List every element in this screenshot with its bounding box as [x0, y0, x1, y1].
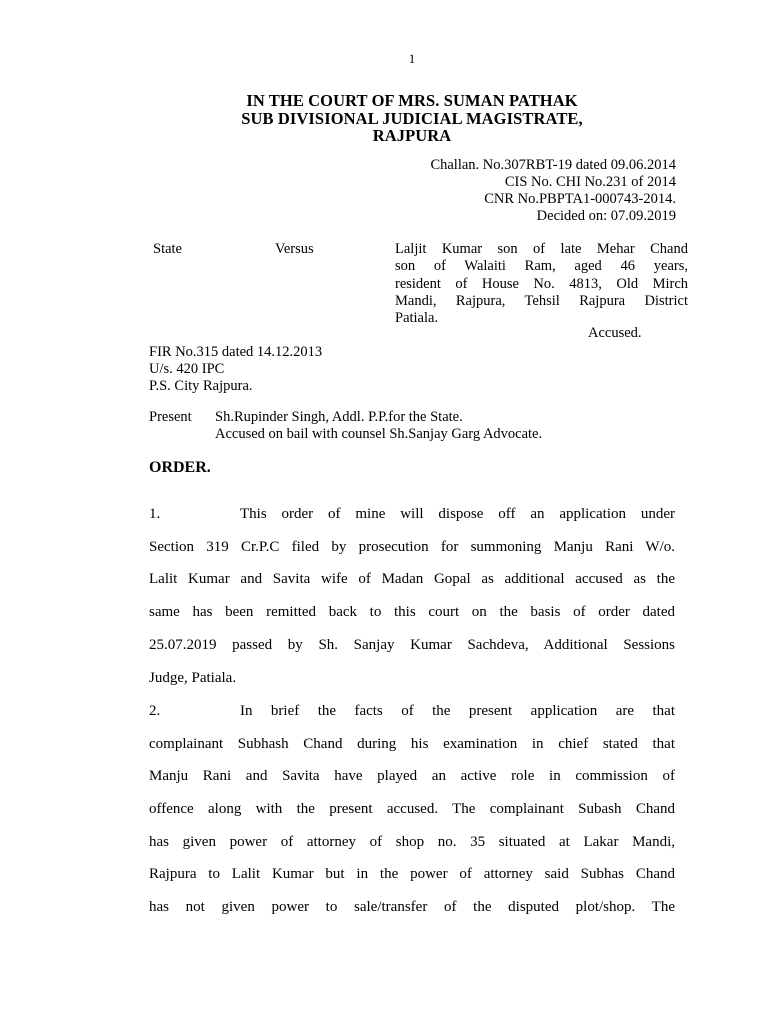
paragraph-line: Judge, Patiala. — [149, 670, 237, 686]
present-accused-counsel: Accused on bail with counsel Sh.Sanjay Garg Advocate. — [215, 426, 543, 442]
court-heading-line-1: IN THE COURT OF MRS. SUMAN PATHAK — [246, 91, 578, 110]
cnr-number: CNR No.PBPTA1-000743-2014. — [484, 191, 676, 207]
order-title: ORDER. — [149, 459, 211, 476]
police-station: P.S. City Rajpura. — [149, 378, 253, 394]
case-meta-block — [430, 157, 676, 225]
paragraph-line: complainant Subhash Chand during his examination in chief stated that — [149, 736, 675, 752]
decided-date: Decided on: 07.09.2019 — [536, 208, 676, 224]
party-state: State — [153, 241, 182, 257]
accused-line: resident of House No. 4813, Old Mirch — [395, 275, 688, 292]
paragraph-line: same has been remitted back to this court on the basis of order dated — [149, 604, 675, 620]
court-heading-line-3: RAJPURA — [372, 126, 452, 145]
fir-block — [149, 344, 322, 395]
paragraph-number: 1. — [149, 506, 161, 522]
accused-line: Mandi, Rajpura, Tehsil Rajpura District — [395, 292, 688, 309]
paragraph-line: Section 319 Cr.P.C filed by prosecution for summoning Manju Rani W/o. — [149, 539, 675, 555]
cis-number: CIS No. CHI No.231 of 2014 — [504, 174, 676, 190]
party-versus: Versus — [275, 241, 314, 257]
accused-label: Accused. — [588, 325, 642, 341]
accused-description — [395, 241, 688, 327]
court-heading-line-2: SUB DIVISIONAL JUDICIAL MAGISTRATE, — [241, 109, 583, 128]
present-prosecutor: Sh.Rupinder Singh, Addl. P.P.for the State. — [215, 409, 463, 425]
page-number: 1 — [408, 51, 416, 66]
paragraph-line: has given power of attorney of shop no. 35 situated at Lakar Mandi, — [149, 834, 675, 850]
paragraph-line: has not given power to sale/transfer of the disputed plot/shop. The — [149, 899, 675, 915]
accused-line: son of Walaiti Ram, aged 46 years, — [395, 258, 688, 275]
challan-number: Challan. No.307RBT-19 dated 09.06.2014 — [430, 157, 676, 173]
accused-line: Laljit Kumar son of late Mehar Chand — [395, 241, 688, 257]
paragraph-line: Manju Rani and Savita have played an active role in commission of — [149, 768, 675, 784]
fir-number: FIR No.315 dated 14.12.2013 — [149, 344, 323, 360]
paragraph-line: In brief the facts of the present application are that — [240, 703, 675, 719]
paragraph-line: Lalit Kumar and Savita wife of Madan Gopal as additional accused as the — [149, 571, 675, 587]
paragraph-line: Rajpura to Lalit Kumar but in the power of attorney said Subhas Chand — [149, 866, 675, 882]
paragraph-line: This order of mine will dispose off an application under — [240, 506, 675, 522]
paragraph-line: 25.07.2019 passed by Sh. Sanjay Kumar Sachdeva, Additional Sessions — [149, 637, 675, 653]
present-label: Present — [149, 409, 192, 425]
paragraph-number: 2. — [149, 703, 161, 719]
fir-section: U/s. 420 IPC — [149, 361, 225, 377]
accused-line: Patiala. — [395, 310, 439, 327]
paragraph-line: offence along with the present accused. The complainant Subash Chand — [149, 801, 675, 817]
